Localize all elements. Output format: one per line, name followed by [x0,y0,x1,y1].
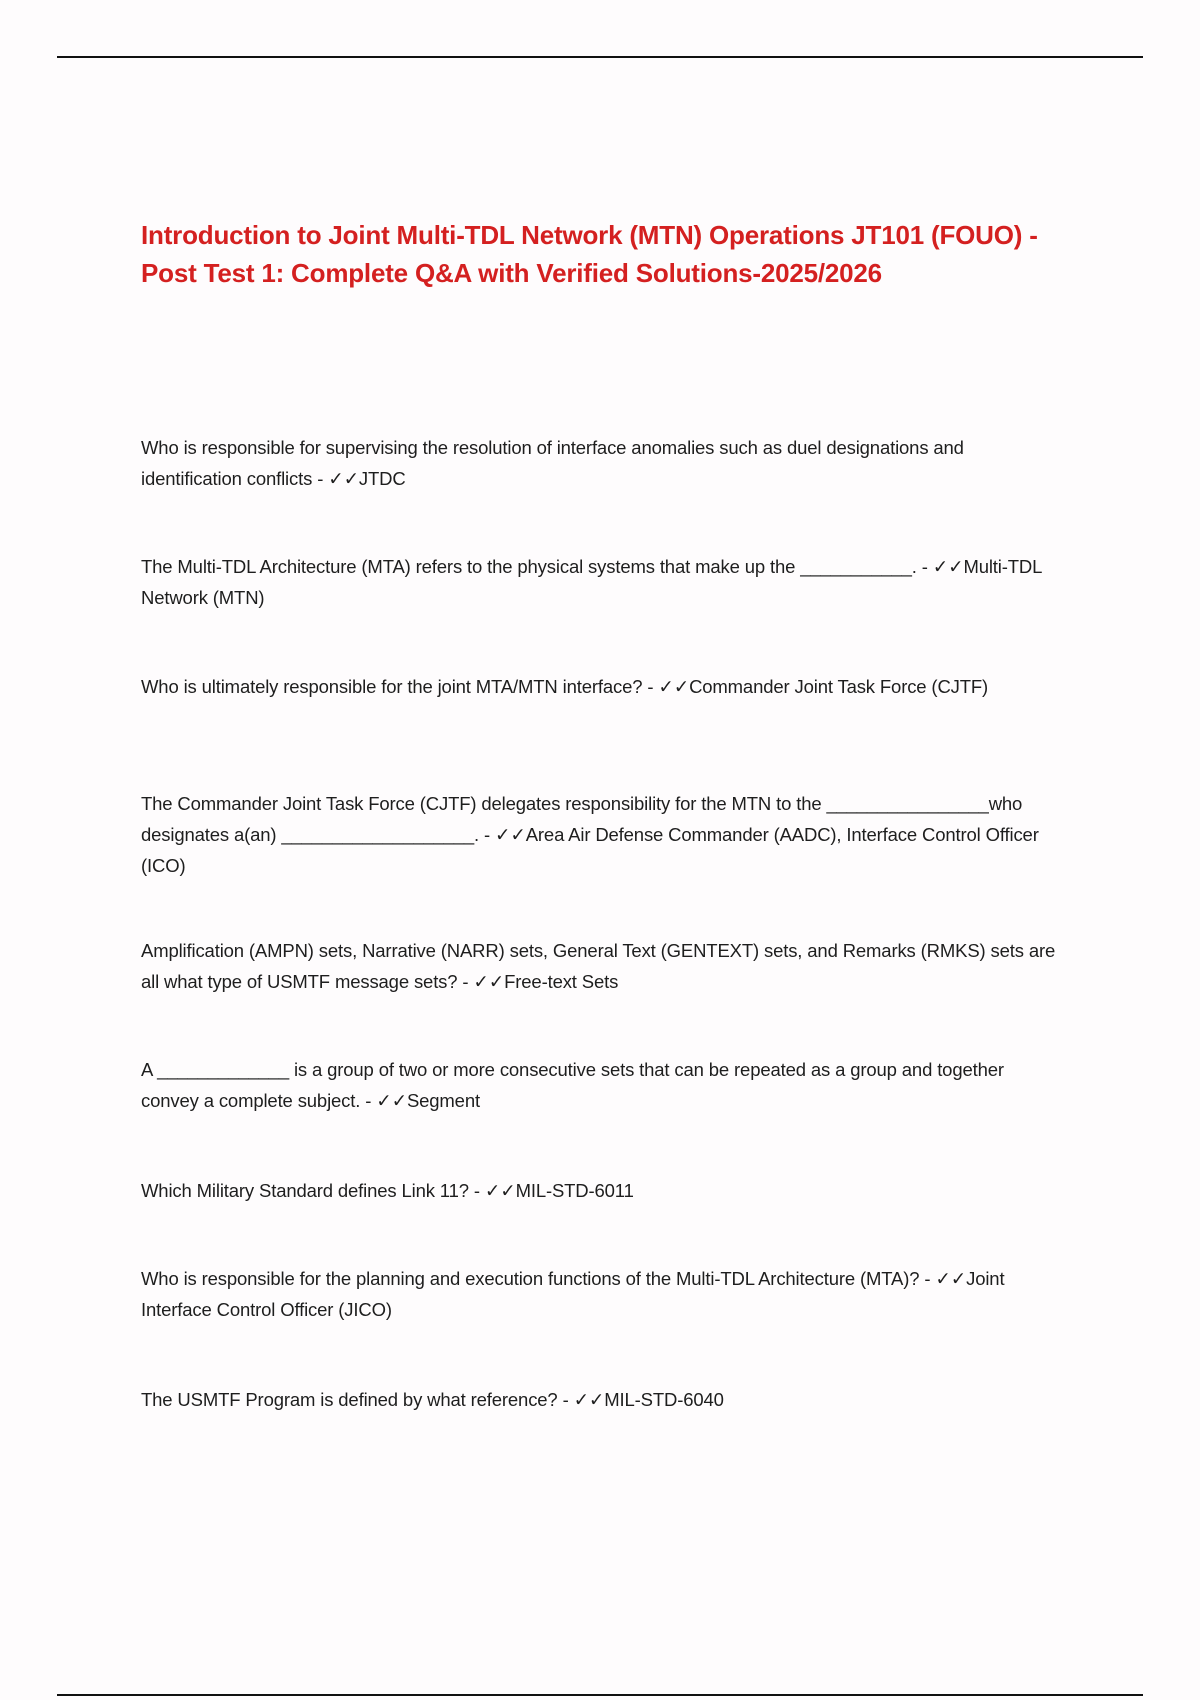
check-mark-icon: ✓✓ [932,556,964,577]
check-mark-icon: ✓✓ [658,676,690,697]
question-text: Who is ultimately responsible for the joint MTA/MTN interface? [141,676,643,697]
question-text: Amplification (AMPN) sets, Narrative (NARR) sets, General Text (GENTEXT) sets, and Remarks (RMKS) sets are all what type of USMTF message sets? [141,940,1056,992]
document-title: Introduction to Joint Multi-TDL Network (MTN) Operations JT101 (FOUO) - Post Test 1: Complete Q&A with Verified Solutions-2025/2026 [141,220,1038,288]
qa-item [141,671,1061,702]
qa-item [141,1054,1061,1116]
question-text: Who is responsible for supervising the resolution of interface anomalies such as duel designations and identification conflicts [141,437,964,489]
check-mark-icon: ✓✓ [473,971,505,992]
answer-text: MIL-STD-6040 [604,1389,724,1410]
answer-text: JTDC [358,468,406,489]
check-mark-icon: ✓✓ [376,1090,407,1111]
check-mark-icon: ✓✓ [484,1180,516,1201]
qa-item [141,1263,1061,1325]
check-mark-icon: ✓✓ [573,1389,605,1410]
header-rule [57,56,1143,58]
separator: - [919,1268,936,1289]
qa-item [141,788,1061,881]
separator: - [916,556,933,577]
answer-text: Commander Joint Task Force (CJTF) [689,676,989,697]
separator: - [479,824,496,845]
qa-item [141,432,1061,494]
question-text: The USMTF Program is defined by what reference? [141,1389,558,1410]
qa-item [141,551,1061,613]
separator: - [312,468,329,489]
qa-item [141,1384,1061,1415]
footer-rule [57,1694,1143,1696]
question-text: Who is responsible for the planning and execution functions of the Multi-TDL Architecture (MTA)? [141,1268,920,1289]
answer-text: Joint Interface Control Officer (JICO) [141,1268,1005,1320]
separator: - [642,676,659,697]
separator: - [457,971,474,992]
answer-text: Area Air Defense Commander (AADC), Interface Control Officer (ICO) [141,824,1039,876]
answer-text: MIL-STD-6011 [515,1180,634,1201]
answer-text: Free-text Sets [504,971,619,992]
question-text: A _____________ is a group of two or more consecutive sets that can be repeated as a group and together convey a complete subject. [141,1059,1004,1111]
question-text: The Multi-TDL Architecture (MTA) refers to the physical systems that make up the ___________. [141,556,917,577]
check-mark-icon: ✓✓ [328,468,359,489]
check-mark-icon: ✓✓ [495,824,526,845]
answer-text: Multi-TDL Network (MTN) [141,556,1042,608]
check-mark-icon: ✓✓ [935,1268,967,1289]
question-text: Which Military Standard defines Link 11? [141,1180,469,1201]
qa-item [141,935,1061,997]
separator: - [468,1180,485,1201]
separator: - [557,1389,574,1410]
answer-text: Segment [406,1090,480,1111]
qa-item [141,1175,1061,1206]
separator: - [360,1090,377,1111]
question-text: The Commander Joint Task Force (CJTF) delegates responsibility for the MTN to the ________________who designates a(an) ___________________. [141,793,1023,845]
